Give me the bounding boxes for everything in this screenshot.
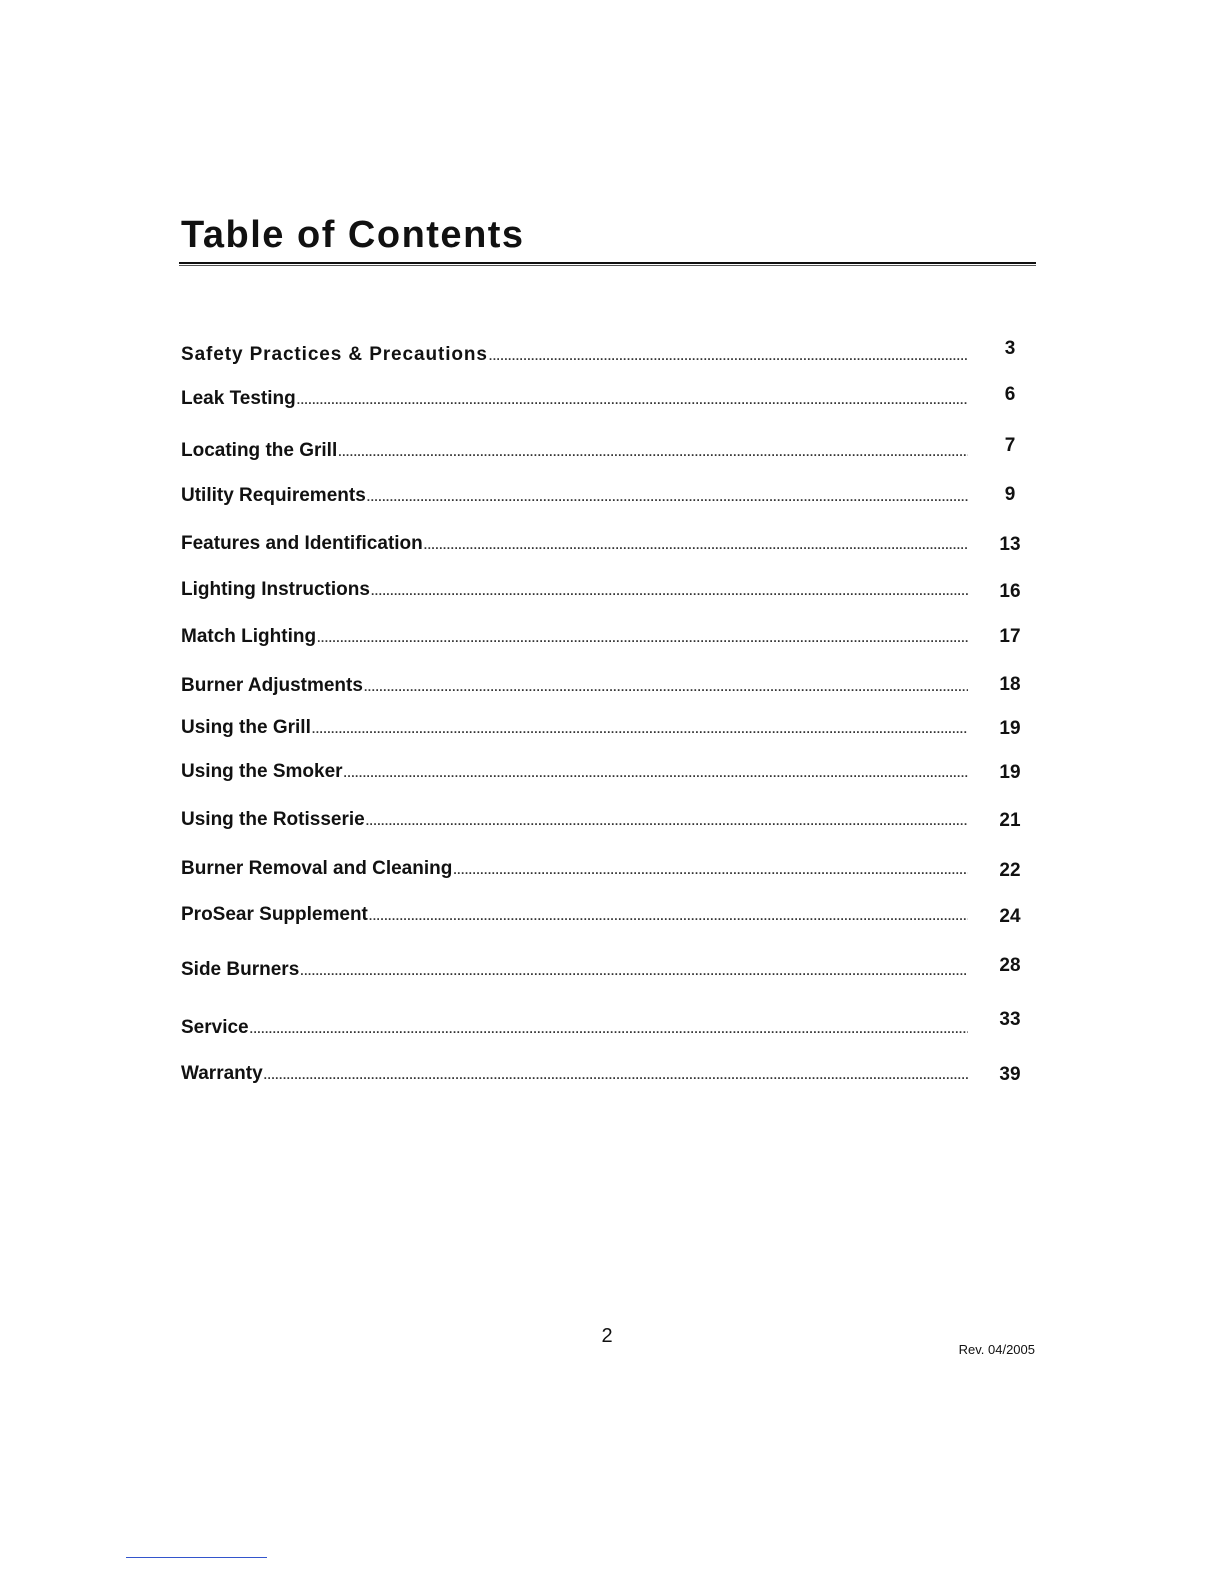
toc-entry-label: Safety Practices & Precautions	[181, 344, 488, 365]
toc-page-number: 24	[999, 906, 1021, 927]
toc-page-number: 16	[999, 581, 1021, 602]
toc-page-number: 13	[999, 534, 1021, 555]
toc-leader-dots	[367, 490, 968, 504]
toc-page-number: 28	[999, 955, 1021, 976]
toc-entry-utility-requirements[interactable]	[181, 485, 968, 509]
toc-entry-prosear-supplement[interactable]	[181, 904, 968, 928]
toc-entry-label: Match Lighting	[181, 626, 317, 647]
toc-page-number: 17	[999, 626, 1021, 647]
toc-page-number: 21	[999, 810, 1021, 831]
toc-entry-warranty[interactable]	[181, 1063, 968, 1087]
toc-entry-label: Warranty	[181, 1063, 263, 1084]
toc-entry-label: Burner Removal and Cleaning	[181, 858, 453, 879]
toc-entry-label: Side Burners	[181, 959, 300, 980]
toc-entry-using-smoker[interactable]	[181, 761, 968, 785]
toc-leader-dots	[453, 863, 968, 877]
toc-page-number: 6	[1004, 384, 1016, 405]
toc-leader-dots	[424, 538, 968, 552]
toc-entry-burner-adjustments[interactable]	[181, 675, 968, 699]
toc-page-number: 33	[999, 1009, 1021, 1030]
toc-entry-using-grill[interactable]	[181, 717, 968, 741]
toc-page-number: 19	[999, 762, 1021, 783]
toc-page-number: 7	[1004, 435, 1016, 456]
toc-entry-locating-grill[interactable]	[181, 440, 968, 464]
toc-entry-label: Leak Testing	[181, 388, 296, 409]
toc-leader-dots	[344, 766, 968, 780]
bottom-link-underline	[126, 1557, 267, 1558]
toc-entry-leak-testing[interactable]	[181, 388, 968, 412]
toc-leader-dots	[369, 909, 968, 923]
toc-page-number: 18	[999, 674, 1021, 695]
toc-entry-label: Using the Grill	[181, 717, 311, 738]
toc-leader-dots	[312, 722, 968, 736]
footer-revision: Rev. 04/2005	[958, 1342, 1035, 1357]
toc-leader-dots	[264, 1068, 968, 1082]
toc-entry-features[interactable]	[181, 533, 968, 557]
toc-entry-label: Features and Identification	[181, 533, 423, 554]
toc-leader-dots	[366, 814, 968, 828]
toc-page-number: 19	[999, 718, 1021, 739]
toc-entry-label: Burner Adjustments	[181, 675, 363, 696]
toc-entry-label: Using the Smoker	[181, 761, 343, 782]
toc-entry-safety[interactable]	[181, 344, 968, 368]
toc-leader-dots	[489, 349, 968, 363]
toc-entry-match-lighting[interactable]	[181, 626, 968, 650]
toc-entry-service[interactable]	[181, 1017, 968, 1041]
toc-leader-dots	[364, 680, 968, 694]
toc-leader-dots	[300, 964, 968, 978]
toc-entry-label: Service	[181, 1017, 249, 1038]
toc-leader-dots	[338, 445, 968, 459]
toc-leader-dots	[371, 584, 968, 598]
toc-entry-lighting-instructions[interactable]	[181, 579, 968, 603]
toc-leader-dots	[297, 393, 968, 407]
toc-entry-label: Locating the Grill	[181, 440, 338, 461]
toc-entry-side-burners[interactable]	[181, 959, 968, 983]
toc-entry-burner-removal[interactable]	[181, 858, 968, 882]
toc-leader-dots	[250, 1022, 968, 1036]
toc-entry-label: ProSear Supplement	[181, 904, 368, 925]
toc-page-number: 9	[1004, 484, 1016, 505]
footer-page-number: 2	[601, 1325, 613, 1347]
toc-page-number: 3	[1004, 338, 1016, 359]
toc-entry-label: Using the Rotisserie	[181, 809, 365, 830]
page-title: Table of Contents	[181, 214, 525, 256]
toc-page-number: 39	[999, 1064, 1021, 1085]
toc-leader-dots	[317, 631, 968, 645]
toc-entry-label: Lighting Instructions	[181, 579, 370, 600]
toc-entry-using-rotisserie[interactable]	[181, 809, 968, 833]
toc-entry-label: Utility Requirements	[181, 485, 366, 506]
toc-page-number: 22	[999, 860, 1021, 881]
